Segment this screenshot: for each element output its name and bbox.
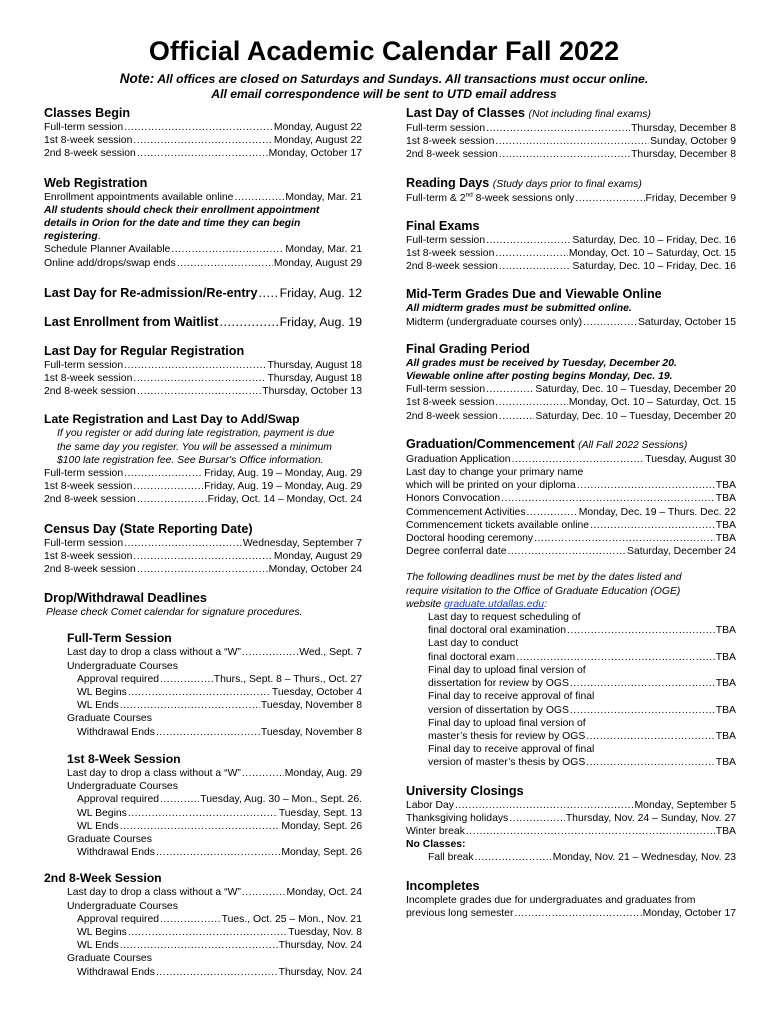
oge-intro-1: The following deadlines must be met by the dates listed and (406, 572, 682, 584)
oge-item-line: Final day to upload final version of (428, 717, 586, 729)
date-row: Fall break ..... Monday, Nov. 21 – Wednesday, Nov. 23 (406, 851, 736, 864)
final-grading-heading: Final Grading Period (406, 341, 530, 356)
date-row: 2nd 8-week session ..... Saturday, Dec. 10 – Tuesday, December 20 (406, 410, 736, 423)
date-row: Withdrawal Ends ..... Monday, Sept. 26 (67, 846, 362, 859)
date-row: Full-term session ..... Wednesday, September 7 (44, 537, 362, 550)
date-row: Last day to drop a class without a “W” ..... Wed., Sept. 7 (67, 646, 362, 659)
late-registration-heading: Late Registration and Last Day to Add/Swap (44, 412, 300, 427)
oge-intro-3: website graduate.utdallas.edu: (406, 598, 547, 610)
date-row: 2nd 8-week session ..... Saturday, Dec. 10 – Friday, Dec. 16 (406, 260, 736, 273)
date-row: version of master’s thesis by OGS ..... TBA (428, 756, 736, 769)
date-row: Withdrawal Ends ..... Tuesday, November 8 (67, 726, 362, 739)
date-row: Doctoral hooding ceremony ..... TBA (406, 532, 736, 545)
date-row: 1st 8-week session ..... Monday, Oct. 10 – Saturday, Oct. 15 (406, 247, 736, 260)
date-row: 1st 8-week session ..... Thursday, August 18 (44, 372, 362, 385)
date-row: Full-term session ..... Saturday, Dec. 10 – Tuesday, December 20 (406, 383, 736, 396)
date-row: final doctoral oral examination ..... TBA (428, 624, 736, 637)
second-8-week-heading: 2nd 8-Week Session (44, 871, 162, 886)
ug-courses-label: Undergraduate Courses (67, 900, 178, 912)
no-classes-label: No Classes: (406, 839, 466, 851)
date-row: Full-term session ..... Thursday, December 8 (406, 122, 736, 135)
date-row: Withdrawal Ends ..... Thursday, Nov. 24 (67, 966, 362, 979)
last-day-classes-heading: Last Day of Classes (Not including final exams) (406, 106, 651, 120)
first-8-week-block (44, 752, 362, 859)
drop-withdrawal-heading: Drop/Withdrawal Deadlines (44, 591, 207, 606)
date-row: Winter break ..... TBA (406, 825, 736, 838)
date-row: Full-term & 2nd 8-week sessions only ..... Friday, December 9 (406, 192, 736, 205)
grad-courses-label: Graduate Courses (67, 713, 152, 725)
census-day-section (44, 522, 362, 577)
date-row: dissertation for review by OGS ..... TBA (428, 677, 736, 690)
date-row: 1st 8-week session ..... Monday, Oct. 10 – Saturday, Oct. 15 (406, 396, 736, 409)
date-row: Labor Day ..... Monday, September 5 (406, 799, 736, 812)
drop-withdrawal-section (44, 591, 362, 978)
date-row: Full-term session ..... Thursday, August 18 (44, 359, 362, 372)
date-row: version of dissertation by OGS ..... TBA (428, 704, 736, 717)
date-row: Approval required ..... Thurs., Sept. 8 – Thurs., Oct. 27 (67, 673, 362, 686)
oge-items (406, 611, 736, 769)
closings-section (406, 784, 736, 865)
date-row: 2nd 8-week session ..... Monday, October 24 (44, 563, 362, 576)
full-term-heading: Full-Term Session (67, 631, 172, 646)
date-row: previous long semester ..... Monday, October 17 (406, 907, 736, 920)
regular-registration-section (44, 344, 362, 399)
incompletes-line: Incomplete grades due for undergraduates and graduates from (406, 894, 696, 906)
full-term-block (44, 631, 362, 738)
date-row: Last day to drop a class without a “W” ..... Monday, Aug. 29 (67, 767, 362, 780)
grad-courses-label: Graduate Courses (67, 953, 152, 965)
date-row: WL Ends ..... Tuesday, November 8 (67, 699, 362, 712)
oge-item-line: Final day to receive approval of final (428, 744, 595, 756)
date-row: master’s thesis for review by OGS ..... TBA (428, 730, 736, 743)
closings-heading: University Closings (406, 783, 524, 798)
right-column (406, 106, 736, 920)
first-8-week-heading: 1st 8-Week Session (67, 751, 181, 766)
date-row: Full-term session ..... Saturday, Dec. 10 – Friday, Dec. 16 (406, 234, 736, 247)
oge-website-link[interactable]: graduate.utdallas.edu (444, 598, 545, 610)
regular-registration-heading: Last Day for Regular Registration (44, 343, 245, 358)
date-row: which will be printed on your diploma ..... TBA (406, 479, 736, 492)
ug-courses-label: Undergraduate Courses (67, 781, 178, 793)
date-row: 2nd 8-week session ..... Friday, Oct. 14 – Monday, Oct. 24 (44, 493, 362, 506)
date-row: Thanksgiving holidays ..... Thursday, Nov. 24 – Sunday, Nov. 27 (406, 812, 736, 825)
graduation-heading: Graduation/Commencement (All Fall 2022 Sessions) (406, 436, 688, 451)
date-row: 1st 8-week session ..... Friday, Aug. 19 – Monday, Aug. 29 (44, 480, 362, 493)
date-row: Commencement tickets available online ..... TBA (406, 519, 736, 532)
date-row: 2nd 8-week session ..... Monday, October 17 (44, 147, 362, 160)
date-row: WL Begins ..... Tuesday, Sept. 13 (67, 807, 362, 820)
date-row: 1st 8-week session ..... Monday, August 29 (44, 550, 362, 563)
date-row: final doctoral exam ..... TBA (428, 651, 736, 664)
note-line-2: All email correspondence will be sent to UTD email address (211, 87, 557, 101)
date-row: WL Ends ..... Thursday, Nov. 24 (67, 939, 362, 952)
second-8-week-block (44, 871, 362, 978)
date-row: WL Begins ..... Tuesday, October 4 (67, 686, 362, 699)
date-row: Approval required ..... Tuesday, Aug. 30 – Mon., Sept. 26. (67, 793, 362, 806)
page-title: Official Academic Calendar Fall 2022 (148, 36, 620, 66)
incompletes-heading: Incompletes (406, 878, 480, 893)
oge-item-line: Final day to upload final version of (428, 664, 586, 676)
late-note-line: the same day you register. You will be assessed a minimum (57, 441, 332, 453)
oge-item-line: Final day to receive approval of final (428, 691, 595, 703)
note-label: Note: (119, 71, 155, 86)
date-row: Honors Convocation ..... TBA (406, 492, 736, 505)
final-grading-note-1: All grades must be received by Tuesday, December 20. (406, 357, 677, 369)
late-registration-section (44, 412, 362, 506)
midterm-grades-heading: Mid-Term Grades Due and Viewable Online (406, 287, 662, 302)
date-row: Online add/drops/swap ends ..... Monday, August 29 (44, 257, 362, 270)
date-row: Approval required ..... Tues., Oct. 25 – Mon., Nov. 21 (67, 913, 362, 926)
date-row: Last day to drop a class without a “W” ..... Monday, Oct. 24 (67, 886, 362, 899)
date-row: 2nd 8-week session ..... Thursday, December 8 (406, 148, 736, 161)
oge-section (406, 571, 736, 769)
graduation-section (406, 437, 736, 559)
ug-courses-label: Undergraduate Courses (67, 660, 178, 672)
date-row: 1st 8-week session ..... Monday, August 22 (44, 134, 362, 147)
late-note-line: If you register or add during late registration, payment is due (57, 428, 335, 440)
oge-item-line: Last day to conduct (428, 638, 519, 650)
note-text-1: All offices are closed on Saturdays and Sundays. All transactions must occur online. (157, 72, 649, 86)
drop-withdrawal-note: Please check Comet calendar for signature procedures. (46, 607, 303, 619)
incompletes-section (406, 879, 736, 920)
note-line-1 (0, 72, 768, 86)
left-column (44, 106, 362, 979)
date-row: Graduation Application ..... Tuesday, August 30 (406, 453, 736, 466)
reading-days-heading: Reading Days (Study days prior to final exams) (406, 175, 642, 190)
final-grading-section (406, 342, 736, 423)
midterm-note: All midterm grades must be submitted online. (406, 303, 632, 315)
date-row: WL Ends ..... Monday, Sept. 26 (67, 820, 362, 833)
midterm-grades-section (406, 287, 736, 328)
web-registration-section (44, 176, 362, 270)
late-note-line: $100 late registration fee. See Bursar's Office information. (57, 454, 324, 466)
oge-item-line: Last day to request scheduling of (428, 612, 581, 624)
date-row: 2nd 8-week session ..... Thursday, October 13 (44, 385, 362, 398)
waitlist-row: Last Enrollment from Waitlist ..... Friday, Aug. 19 (44, 314, 362, 330)
date-row: Full-term session ..... Friday, Aug. 19 – Monday, Aug. 29 (44, 467, 362, 480)
date-row: WL Begins ..... Tuesday, Nov. 8 (67, 926, 362, 939)
date-row: Commencement Activities ..... Monday, Dec. 19 – Thurs. Dec. 22 (406, 506, 736, 519)
date-row: Midterm (undergraduate courses only) ..... Saturday, October 15 (406, 316, 736, 329)
primary-name-line: Last day to change your primary name (406, 467, 584, 479)
reading-days-section (406, 176, 736, 205)
web-registration-heading: Web Registration (44, 175, 148, 190)
classes-begin-heading: Classes Begin (44, 106, 131, 120)
readmission-row: Last Day for Re-admission/Re-entry ..... Friday, Aug. 12 (44, 285, 362, 301)
date-row: Full-term session ..... Monday, August 22 (44, 121, 362, 134)
date-row: Enrollment appointments available online ..... Monday, Mar. 21 (44, 191, 362, 204)
date-row: Degree conferral date ..... Saturday, December 24 (406, 545, 736, 558)
final-grading-note-2: Viewable online after posting begins Monday, Dec. 19. (406, 371, 673, 383)
date-row: Schedule Planner Available ..... Monday, Mar. 21 (44, 243, 362, 256)
enrollment-note: All students should check their enrollment appointment details in Orion for the date and time they can begin registering. (44, 204, 320, 243)
classes-begin-section (44, 106, 362, 161)
date-row: 1st 8-week session ..... Sunday, October 9 (406, 135, 736, 148)
last-day-classes-section (406, 106, 736, 162)
final-exams-section (406, 219, 736, 274)
grad-courses-label: Graduate Courses (67, 833, 152, 845)
oge-intro-2: require visitation to the Office of Graduate Education (OGE) (406, 585, 681, 597)
census-day-heading: Census Day (State Reporting Date) (44, 521, 253, 536)
final-exams-heading: Final Exams (406, 218, 480, 233)
